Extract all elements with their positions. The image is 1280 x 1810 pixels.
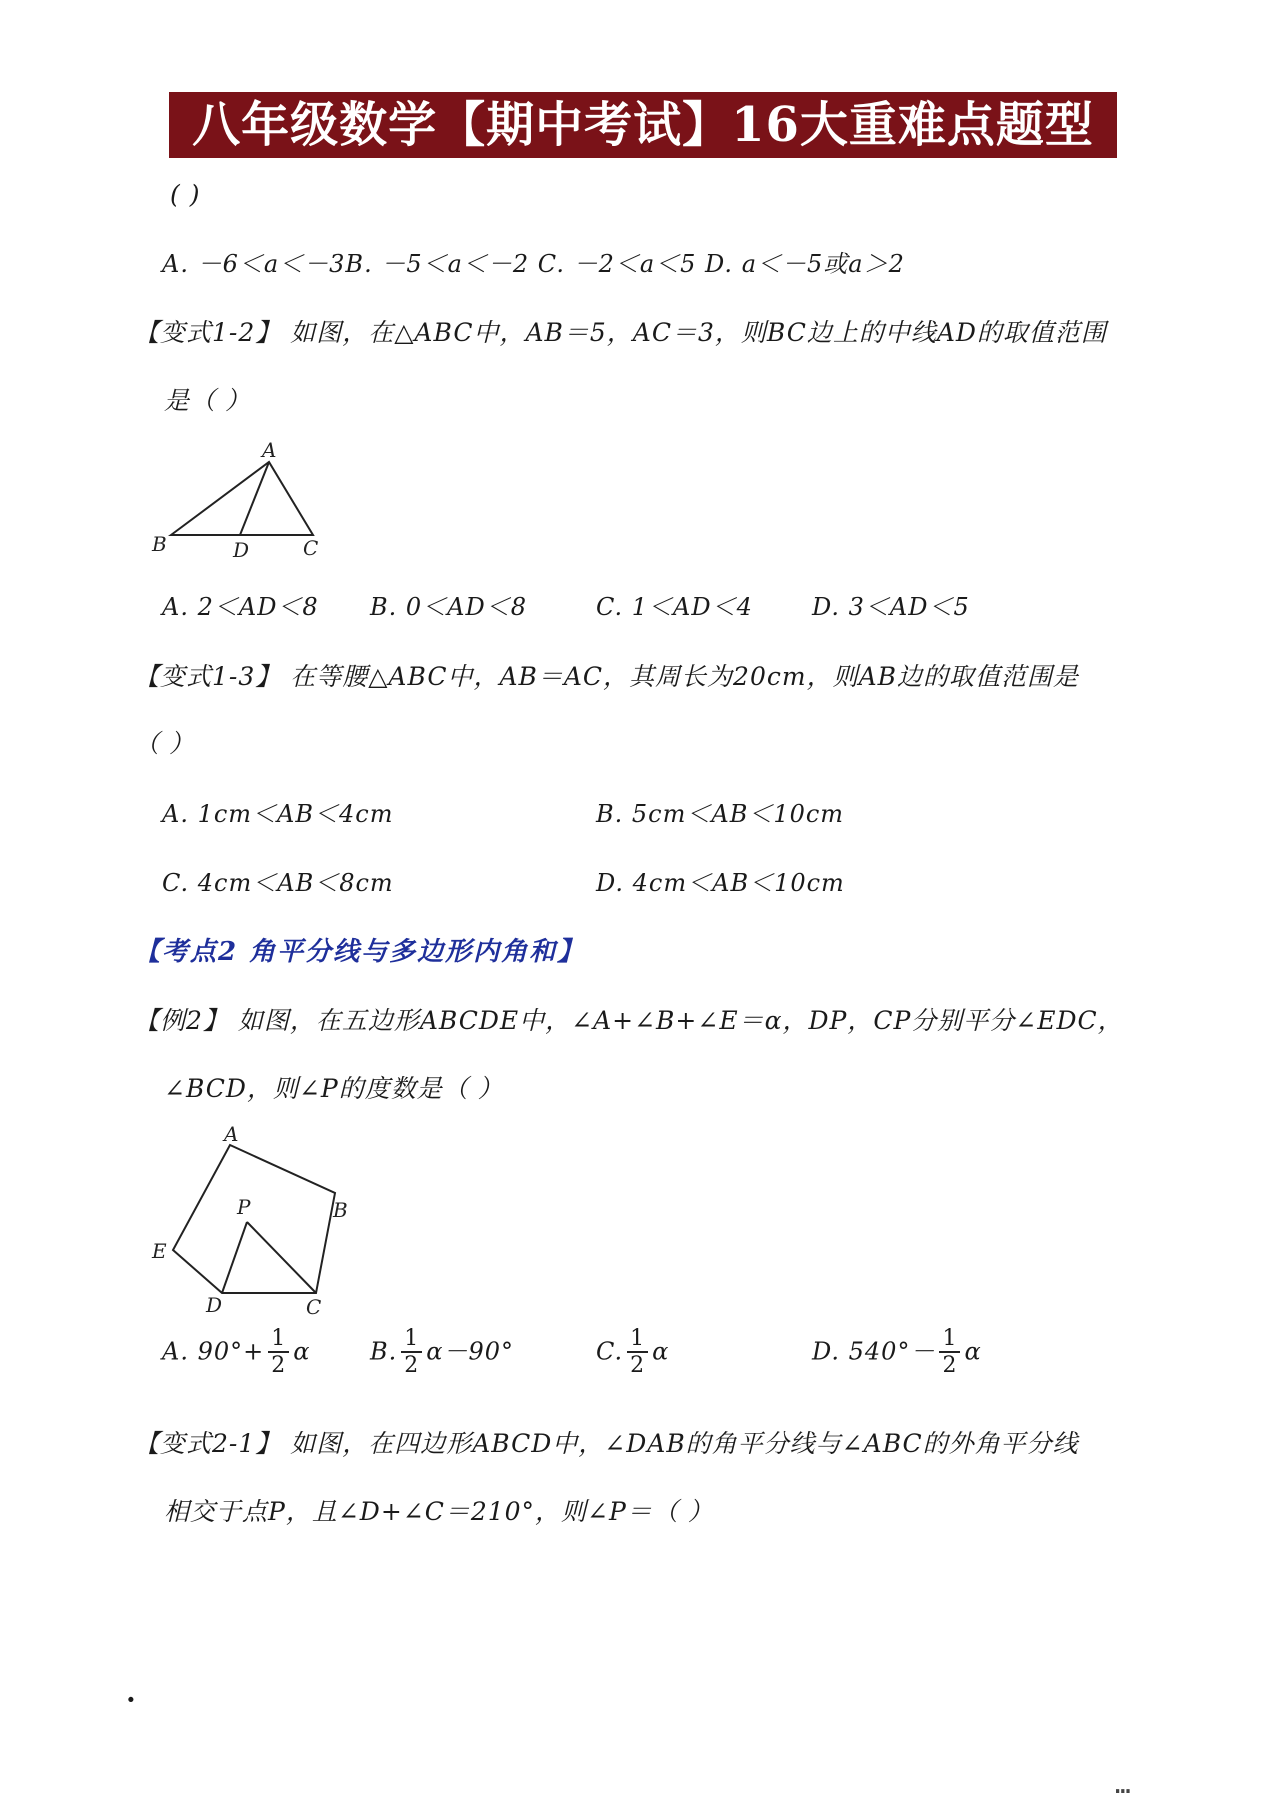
fraction-numerator: 1 bbox=[401, 1327, 422, 1353]
option-d-1-2: D. 3＜AD＜5 bbox=[812, 593, 970, 621]
label-b: B bbox=[152, 532, 167, 556]
page-title-banner: 八年级数学【期中考试】16大重难点题型 bbox=[169, 92, 1117, 158]
fraction-denominator: 2 bbox=[404, 1353, 420, 1378]
example-2-line1: 【例2】 如图，在五边形ABCDE中，∠A+∠B+∠E＝α，DP，CP分别平分∠EDC， bbox=[134, 1006, 1124, 1035]
option-a-suffix: α bbox=[293, 1337, 311, 1366]
question-1-2-line1: 【变式1-2】 如图，在△ABC中，AB＝5，AC＝3，则BC边上的中线AD的取值范围 bbox=[134, 318, 1107, 347]
bisector-cp bbox=[247, 1222, 316, 1293]
option-a-prefix: A. 90°+ bbox=[162, 1337, 265, 1366]
option-c-1-3: C. 4cm＜AB＜8cm bbox=[162, 869, 394, 897]
option-b-suffix: α－90° bbox=[426, 1337, 515, 1366]
pentagon-outline bbox=[173, 1145, 335, 1293]
fraction-numerator: 1 bbox=[939, 1327, 960, 1353]
fraction-denominator: 2 bbox=[942, 1353, 958, 1378]
footer-dot: · bbox=[126, 1683, 136, 1716]
example-2-line2: ∠BCD，则∠P的度数是（ ） bbox=[164, 1074, 504, 1103]
pentagon-abcde-figure bbox=[140, 1125, 380, 1325]
fraction-numerator: 1 bbox=[627, 1327, 648, 1353]
option-d-prefix: D. 540°－ bbox=[812, 1337, 936, 1366]
question-1-2-line2: 是（ ） bbox=[164, 386, 251, 415]
option-a-1-2: A. 2＜AD＜8 bbox=[162, 593, 319, 621]
fraction-one-half bbox=[627, 1327, 648, 1379]
option-c-ex2 bbox=[596, 1327, 669, 1379]
option-b-1-3: B. 5cm＜AB＜10cm bbox=[596, 800, 845, 828]
option-d-1-3: D. 4cm＜AB＜10cm bbox=[596, 869, 845, 897]
label-e: E bbox=[152, 1239, 167, 1263]
question-1-3-line2: （ ） bbox=[134, 729, 195, 758]
option-b-prefix: B. bbox=[370, 1337, 398, 1366]
option-b-ex2 bbox=[370, 1327, 514, 1379]
fraction-numerator: 1 bbox=[268, 1327, 289, 1353]
fraction-one-half bbox=[401, 1327, 422, 1379]
option-a-1-3: A. 1cm＜AB＜4cm bbox=[162, 800, 394, 828]
label-d: D bbox=[233, 538, 250, 562]
bisector-dp bbox=[222, 1222, 247, 1293]
option-d-ex2 bbox=[812, 1327, 982, 1379]
option-c-1-2: C. 1＜AD＜4 bbox=[596, 593, 753, 621]
fraction-one-half bbox=[268, 1327, 289, 1379]
option-d-suffix: α bbox=[964, 1337, 982, 1366]
prev-question-options: A. －6＜a＜－3B. －5＜a＜－2 C. －2＜a＜5 D. a＜－5或a＞2 bbox=[162, 250, 905, 278]
question-2-1-line2: 相交于点P，且∠D+∠C＝210°，则∠P＝（ ） bbox=[164, 1497, 714, 1526]
label-c: C bbox=[306, 1295, 322, 1319]
fraction-denominator: 2 bbox=[630, 1353, 646, 1378]
label-a: A bbox=[262, 438, 277, 462]
option-a-ex2 bbox=[162, 1327, 310, 1379]
label-c: C bbox=[303, 536, 319, 560]
option-b-1-2: B. 0＜AD＜8 bbox=[370, 593, 528, 621]
triangle-abc-figure bbox=[140, 435, 340, 565]
label-b: B bbox=[333, 1198, 348, 1222]
label-d: D bbox=[206, 1293, 223, 1317]
section-2-heading: 【考点2 角平分线与多边形内角和】 bbox=[134, 937, 586, 967]
question-1-3-line1: 【变式1-3】 在等腰△ABC中，AB＝AC，其周长为20cm，则AB边的取值范围是 bbox=[134, 662, 1080, 691]
footer-mark: … bbox=[1115, 1770, 1133, 1800]
fraction-denominator: 2 bbox=[271, 1353, 287, 1378]
option-c-prefix: C. bbox=[596, 1337, 624, 1366]
question-2-1-line1: 【变式2-1】 如图，在四边形ABCD中，∠DAB的角平分线与∠ABC的外角平分线 bbox=[134, 1429, 1079, 1458]
fraction-one-half bbox=[939, 1327, 960, 1379]
option-c-suffix: α bbox=[652, 1337, 670, 1366]
label-a: A bbox=[224, 1125, 239, 1146]
triangle-outline bbox=[171, 462, 313, 535]
label-p: P bbox=[237, 1195, 251, 1219]
prev-question-blank: ( ) bbox=[170, 180, 201, 209]
